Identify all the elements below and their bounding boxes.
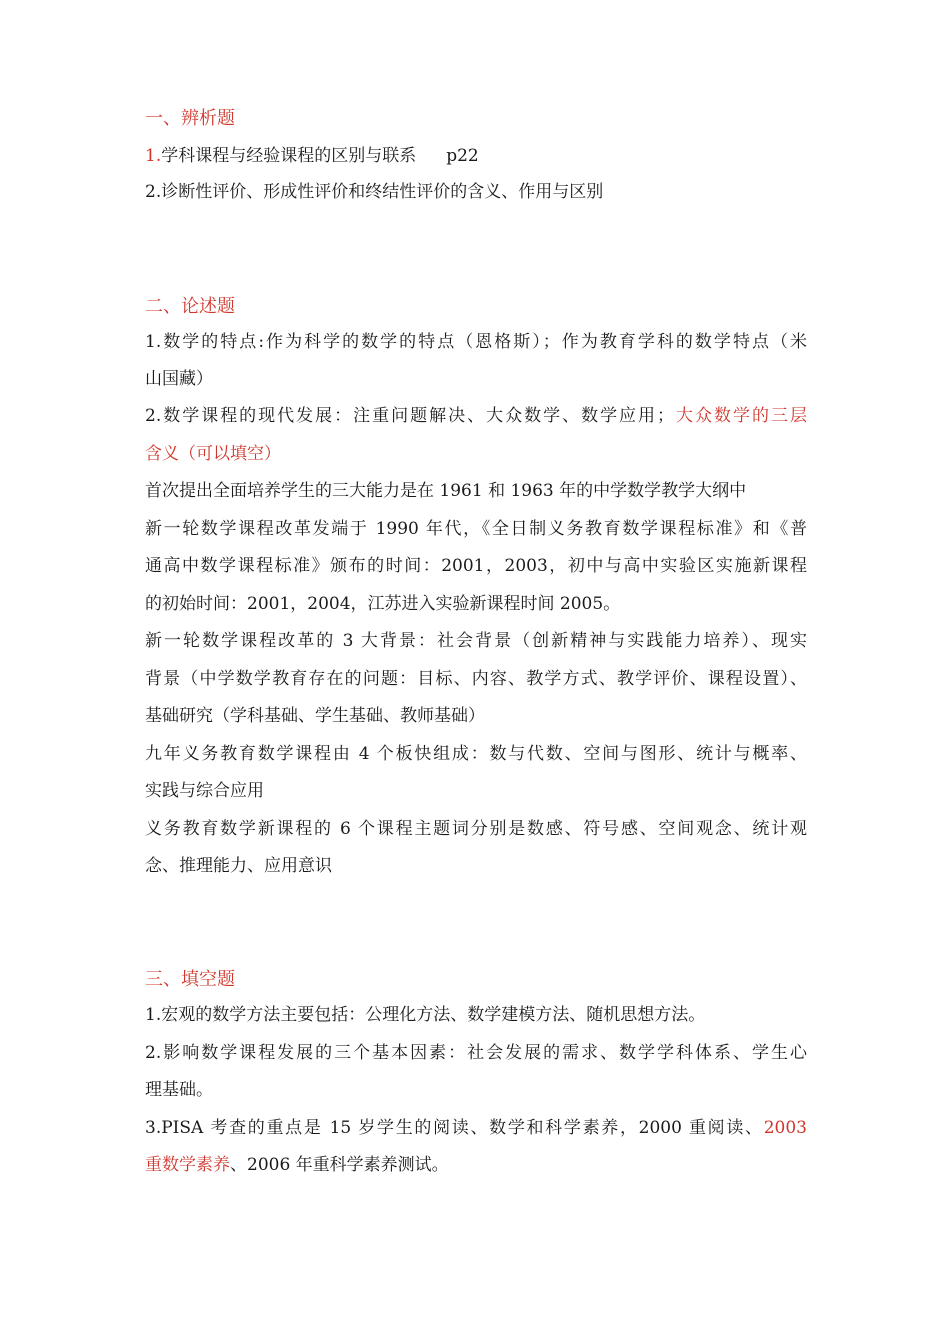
text-line: 背景（中学数学教育存在的问题：目标、内容、教学方式、教学评价、课程设置）、 <box>145 669 807 689</box>
text-line: 首次提出全面培养学生的三大能力是在 1961 和 1963 年的中学数学教学大纲中 <box>145 481 747 501</box>
text-line: 基础研究（学科基础、学生基础、教师基础） <box>145 706 485 726</box>
text-segment: 、2006 年重科学素养测试。 <box>230 1155 449 1175</box>
text-line: 的初始时间：2001，2004，江苏进入实验新课程时间 2005。 <box>145 594 621 614</box>
section1-item-2: 2.诊断性评价、形成性评价和终结性评价的含义、作用与区别 <box>145 182 604 202</box>
section-heading-1: 一、辨析题 <box>145 108 235 129</box>
highlighted-text: 2003 <box>763 1118 807 1138</box>
highlighted-line: 含义（可以填空） <box>145 444 281 464</box>
section-heading-3: 三、填空题 <box>145 969 235 990</box>
text-line: 义务教育数学新课程的 6 个课程主题词分别是数感、符号感、空间观念、统计观 <box>145 819 807 839</box>
text-line: 2.影响数学课程发展的三个基本因素：社会发展的需求、数学学科体系、学生心 <box>145 1043 807 1063</box>
text-line: 理基础。 <box>145 1080 213 1100</box>
text-line: 新一轮数学课程改革发端于 1990 年代，《全日制义务教育数学课程标准》和《普 <box>145 519 807 539</box>
text-line: 山国藏） <box>145 369 213 389</box>
text-segment: 2.数学课程的现代发展：注重问题解决、大众数学、数学应用； <box>145 406 675 426</box>
section1-item-1 <box>145 138 807 176</box>
text-line: 实践与综合应用 <box>145 781 264 801</box>
text-line: 1.数学的特点:作为科学的数学的特点（恩格斯）；作为教育学科的数学特点（米 <box>145 332 807 352</box>
section-heading-2: 二、论述题 <box>145 296 235 317</box>
text-segment: 3.PISA 考查的重点是 15 岁学生的阅读、数学和科学素养，2000 重阅读、 <box>145 1118 764 1138</box>
text-line: 念、推理能力、应用意识 <box>145 856 332 876</box>
text-line <box>145 1110 807 1148</box>
page-reference: p22 <box>446 146 479 166</box>
highlighted-text: 重数学素养 <box>145 1155 230 1175</box>
item-text: 学科课程与经验课程的区别与联系 <box>161 146 417 166</box>
item-number: 1. <box>145 146 162 166</box>
text-line: 新一轮数学课程改革的 3 大背景：社会背景（创新精神与实践能力培养）、现实 <box>145 631 807 651</box>
text-line <box>145 398 807 436</box>
highlighted-text: 大众数学的三层 <box>674 406 808 426</box>
text-line: 1.宏观的数学方法主要包括：公理化方法、数学建模方法、随机思想方法。 <box>145 1005 706 1025</box>
text-line: 通高中数学课程标准》颁布的时间：2001，2003，初中与高中实验区实施新课程 <box>145 556 807 576</box>
text-line <box>145 1147 807 1185</box>
text-line: 九年义务教育数学课程由 4 个板快组成：数与代数、空间与图形、统计与概率、 <box>145 744 807 764</box>
